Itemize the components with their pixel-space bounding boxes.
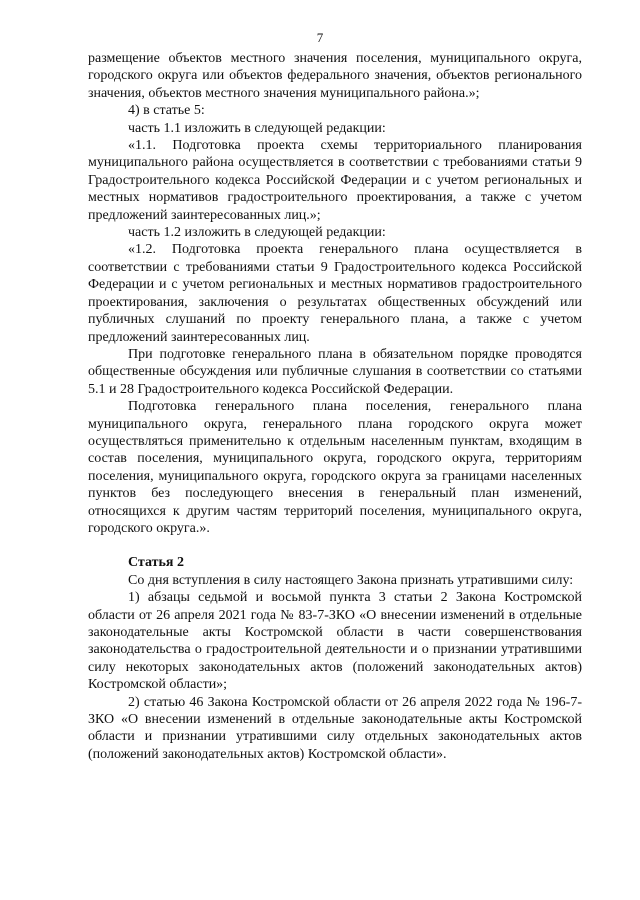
paragraph-continuation: размещение объектов местного значения поселения, муниципального округа, городского округа или объектов федерального значения, объектов регионального значения, объектов местного значения муниципального района.»; <box>88 51 582 101</box>
document-body <box>88 50 582 763</box>
paragraph-part-1-1-intro: часть 1.1 изложить в следующей редакции: <box>128 120 386 136</box>
paragraph-general-plan-preparation: Подготовка генерального плана поселения, генерального плана муниципального округа, генерального плана городского округа может осуществляться применительно к отдельным населенным пунктам, входящим в состав поселения, муниципального округа, городского округа, территориям поселения, муниципального округа, городского округа за границами населенных пунктов без последующего внесения в генеральный план изменений, относящихся к другим частям территорий поселения, муниципального округа, городского округа.». <box>88 399 582 536</box>
paragraph-article-2-item-2: 2) статью 46 Закона Костромской области от 26 апреля 2022 года № 196-7-ЗКО «О внесении изменений в отдельные законодательные акты Костромской области и признании утратившими силу отдельных законодательных актов (положений законодательных актов) Костромской области». <box>88 694 582 762</box>
page-number: 7 <box>316 30 324 45</box>
article-2-heading: Статья 2 <box>128 555 184 571</box>
paragraph-part-1-2-intro: часть 1.2 изложить в следующей редакции: <box>128 225 386 241</box>
paragraph-article-2-intro: Со дня вступления в силу настоящего Закона признать утратившими силу: <box>128 572 574 588</box>
paragraph-public-hearings: При подготовке генерального плана в обязательном порядке проводятся общественные обсуждения или публичные слушания в соответствии со статьями 5.1 и 28 Градостроительного кодекса Российской Федерации. <box>88 346 582 397</box>
paragraph-part-1-2-text: «1.2. Подготовка проекта генерального плана осуществляется в соответствии с требованиями статьи 9 Градостроительного кодекса Российской Федерации и с учетом региональных и местных нормативов градостроительного проектирования, заключения о результатах общественных обсуждений или публичных слушаний по проекту генерального плана, а также с учетом предложений заинтересованных лиц. <box>88 242 582 345</box>
paragraph-article-2-item-1: 1) абзацы седьмой и восьмой пункта 3 статьи 2 Закона Костромской области от 26 апреля 2021 года № 83-7-ЗКО «О внесении изменений в отдельные законодательные акты Костромской области в части совершенствования законодательства о градостроительной деятельности и о признании утратившими силу некоторых законодательных актов (положений законодательных актов) Костромской области»; <box>88 590 582 693</box>
paragraph-part-1-1-text: «1.1. Подготовка проекта схемы территориального планирования муниципального района осуществляется в соответствии с требованиями статьи 9 Градостроительного кодекса Российской Федерации и с учетом региональных и местных нормативов градостроительного проектирования, а также с учетом предложений заинтересованных лиц.»; <box>88 138 582 223</box>
paragraph-item-4: 4) в статье 5: <box>128 103 205 119</box>
